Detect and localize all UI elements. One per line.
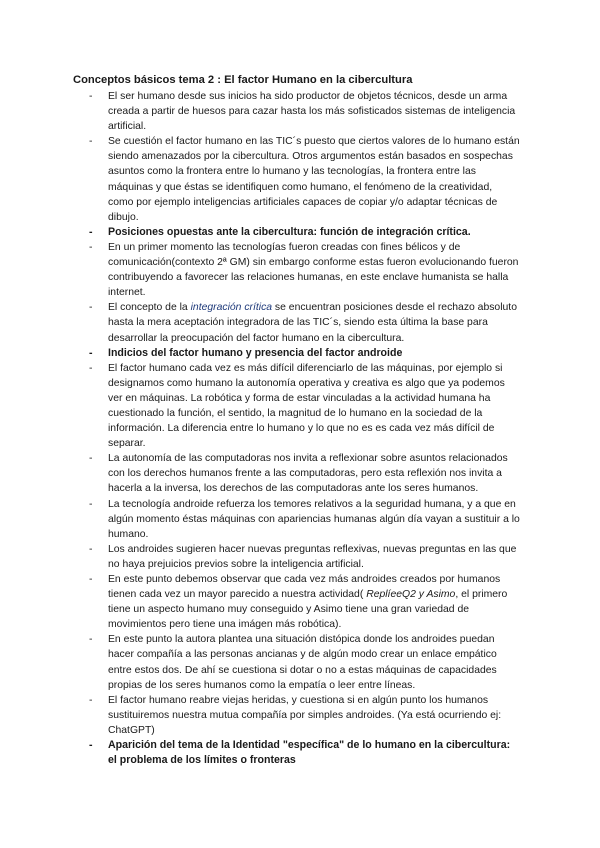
bullet-dash: - [89,498,93,510]
section-heading [0,346,520,361]
bullet-dash: - [89,362,93,374]
bullet-dash: - [89,694,93,706]
section-heading-text: Aparición del tema de la Identidad "específica" de lo humano en la cibercultura: el problema de los límites o fronteras [108,739,511,767]
bullet-dash: - [89,302,93,314]
bullet-list [0,89,600,768]
bullet-dash: - [89,91,93,102]
bullet-dash: - [89,634,93,646]
list-item-text-after: se encuentran posiciones desde el rechazo absoluto hasta la mera aceptación integradora de las TIC´s, siendo esta última la base para desarrollar la preocupación del factor humano en la cibercultura. [108,302,517,344]
list-item-text: El factor humano cada vez es más difícil diferenciarlo de las máquinas, por ejemplo si designamos como humano la autonomía operativa y creativa es algo que ya podemos ver en máquinas. La robótica y forma de estar vinculadas a la actividad humana ha cuestionado la función, el sentido, la magnitud de lo humano en la sociedad de la información. La diferencia entre lo humano y lo que no es es cada vez más difícil de separar. [108,362,505,450]
bullet-dash: - [89,739,93,752]
list-item [0,542,520,572]
list-item [0,240,520,300]
bullet-dash: - [89,346,93,359]
list-item-text: Se cuestión el factor humano en las TIC´s puesto que ciertos valores de lo humano están siendo amenazados por la cibercultura. Otros argumentos están basados en sospechas asuntos como la frontera entre lo humano y las tecnologías, la frontera entre las máquinas y que éstas se identifiquen como humano, el fenómeno de la creatividad, como por ejemplo inteligencias artificiales capaces de copiar y/o adaptar técnicas de dibujo. [108,136,520,223]
list-item-text-before: En este punto debemos observar que cada vez más androides creados por humanos tienen cada vez un mayor parecido a nuestra actividad( [108,574,501,601]
list-item [0,572,520,632]
section-heading-text: Indicios del factor humano y presencia del factor androide [108,346,403,359]
list-item [0,451,520,496]
list-item-text: En un primer momento las tecnologías fueron creadas con fines bélicos y de comunicación(contexto 2ª GM) sin embargo conforme estas fueron evolucionando fueron contribuyendo a favorecer las relaciones humanas, en este enclave humanista se halla internet. [108,241,519,299]
bullet-dash: - [89,136,93,148]
list-item-text: Los androides sugieren hacer nuevas preguntas reflexivas, nuevas preguntas en las que no haya prejuicios previos sobre la inteligencia artificial. [108,543,517,570]
bullet-dash: - [89,241,93,253]
list-item [0,693,520,738]
bullet-dash: - [89,574,93,585]
section-heading-text: Posiciones opuestas ante la cibercultura: función de integración crítica. [108,225,471,238]
list-item-text-after: , el primero tiene un aspecto humano muy conseguido y Asimo tiene una gran variedad de movimientos pero tiene una imágen más robótica). [108,589,508,631]
list-item [0,361,520,452]
list-item-text: La autonomía de las computadoras nos invita a reflexionar sobre asuntos relacionados con los derechos humanos frente a las computadoras, pero esta reflexión nos invita a hacerla a la inversa, los derechos de las computadoras ante los seres humanos. [108,453,508,495]
section-heading [0,225,520,240]
italic-term: ReplíeeQ2 y Asimo [366,589,456,601]
list-item [0,134,520,225]
list-item [0,300,520,345]
bullet-dash: - [89,453,93,465]
document-title: Conceptos básicos tema 2 : El factor Humano en la cibercultura [73,74,413,86]
list-item-text: La tecnología androide refuerza los temores relativos a la seguridad humana, y a que en algún momento éstas máquinas con apariencias humanas algún día vayan a sustituir a lo humano. [108,498,520,540]
list-item-text: En este punto la autora plantea una situación distópica donde los androides puedan hacer compañía a las personas ancianas y de algún modo crear un enlace empático entre estos dos. De ahí se cuestiona si dotar o no a estas máquinas de capacidades propias de los seres humanos como la empatía o leer entre líneas. [108,634,497,691]
list-item-text-before: El concepto de la [108,302,191,314]
highlighted-term: integración crítica [190,302,273,314]
list-item [0,89,520,134]
list-item [0,632,520,692]
bullet-dash: - [89,225,93,238]
list-item [0,497,520,542]
list-item-text: El ser humano desde sus inicios ha sido productor de objetos técnicos, desde un arma creada a partir de huesos para cazar hasta los más sofisticados sistemas de inteligencia artificial. [108,91,516,133]
list-item-text: El factor humano reabre viejas heridas, y cuestiona si en algún punto los humanos sustituiremos nuestra mutua compañía por simples androides. (Ya está ocurriendo ej: ChatGPT) [108,694,502,736]
section-heading [0,738,520,768]
bullet-dash: - [89,543,93,555]
